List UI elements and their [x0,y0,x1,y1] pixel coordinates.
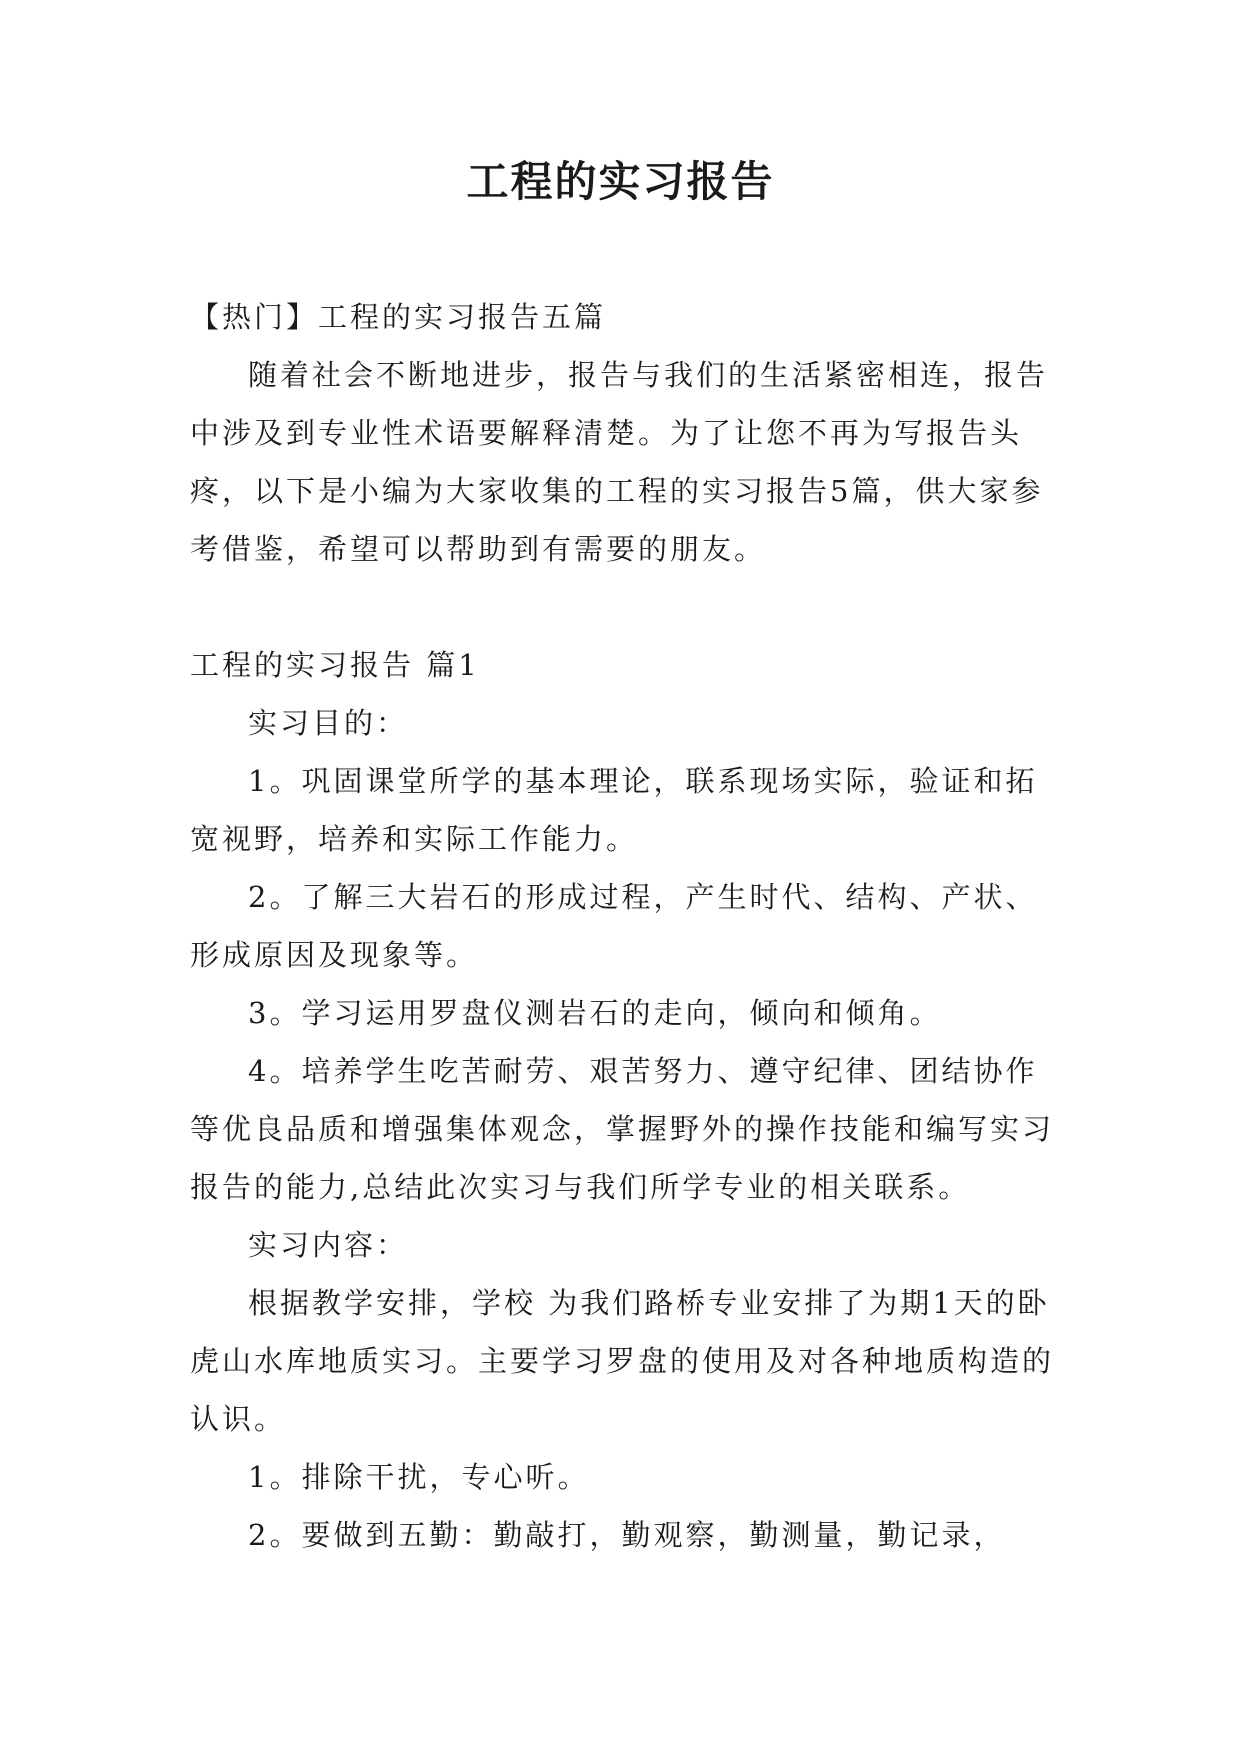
purpose-item-1: 1。巩固课堂所学的基本理论，联系现场实际，验证和拓宽视野，培养和实际工作能力。 [190,764,1038,856]
content-paragraph: 根据教学安排，学校 为我们路桥专业安排了为期1天的卧虎山水库地质实习。主要学习罗盘的使用及对各种地质构造的认识。 [190,1286,1055,1436]
purpose-item-4: 4。培养学生吃苦耐劳、艰苦努力、遵守纪律、团结协作等优良品质和增强集体观念，掌握野外的操作技能和编写实习报告的能力,总结此次实习与我们所学专业的相关联系。 [190,1054,1055,1204]
purpose-item-2: 2。了解三大岩石的形成过程，产生时代、结构、产状、形成原因及现象等。 [190,880,1038,972]
section-label-purpose: 实习目的： [248,706,409,740]
content-item-1: 1。排除干扰，专心听。 [248,1460,590,1494]
section-label-content: 实习内容： [248,1228,409,1262]
purpose-item-3: 3。学习运用罗盘仪测岩石的走向，倾向和倾角。 [248,996,942,1030]
content-item-2: 2。要做到五勤：勤敲打，勤观察，勤测量，勤记录， [248,1518,1006,1552]
document-title: 工程的实习报告 [466,157,775,206]
document-body [190,288,1060,1564]
subtitle-line: 【热门】工程的实习报告五篇 [190,300,607,334]
section-heading: 工程的实习报告 篇1 [190,648,480,682]
intro-paragraph: 随着社会不断地进步，报告与我们的生活紧密相连，报告中涉及到专业性术语要解释清楚。为了让您不再为写报告头疼，以下是小编为大家收集的工程的实习报告5篇，供大家参考借鉴，希望可以帮助到有需要的朋友。 [190,358,1049,566]
paragraph-spacer [190,578,1060,636]
